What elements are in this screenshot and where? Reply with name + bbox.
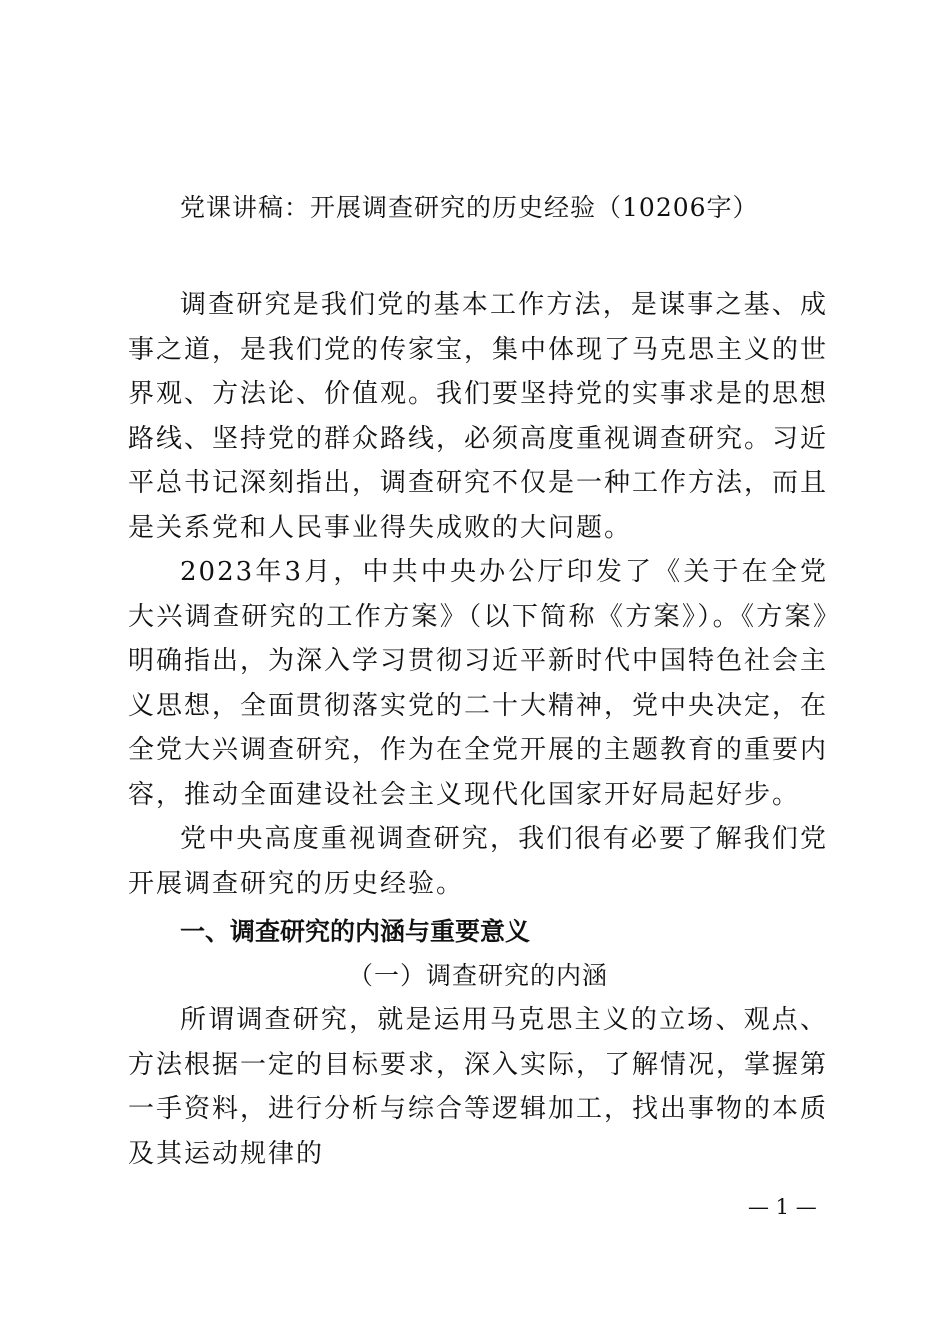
body-paragraph-4: 所谓调查研究，就是运用马克思主义的立场、观点、方法根据一定的目标要求，深入实际，了解情况，掌握第一手资料，进行分析与综合等逻辑加工，找出事物的本质及其运动规律的: [128, 1005, 829, 1169]
body-paragraph-2: 2023年3月，中共中央办公厅印发了《关于在全党大兴调查研究的工作方案》（以下简称《方案》）。《方案》明确指出，为深入学习贯彻习近平新时代中国特色社会主义思想，全面贯彻落实党的二十大精神，党中央决定，在全党大兴调查研究，作为在全党开展的主题教育的重要内容，推动全面建设社会主义现代化国家开好局起好步。: [128, 557, 829, 810]
body-paragraph-1: 调查研究是我们党的基本工作方法，是谋事之基、成事之道，是我们党的传家宝，集中体现了马克思主义的世界观、方法论、价值观。我们要坚持党的实事求是的思想路线、坚持党的群众路线，必须高度重视调查研究。习近平总书记深刻指出，调查研究不仅是一种工作方法，而且是关系党和人民事业得失成败的大问题。: [128, 290, 829, 543]
section-heading: 一、调查研究的内涵与重要意义: [180, 917, 531, 946]
document-title: 党课讲稿：开展调查研究的历史经验（10206字）: [180, 193, 759, 222]
document-body: [128, 283, 828, 1176]
page-number: — 1 —: [748, 1195, 817, 1219]
body-paragraph-3: 党中央高度重视调查研究，我们很有必要了解我们党开展调查研究的历史经验。: [128, 824, 828, 899]
subsection-heading: （一）调查研究的内涵: [347, 961, 608, 990]
